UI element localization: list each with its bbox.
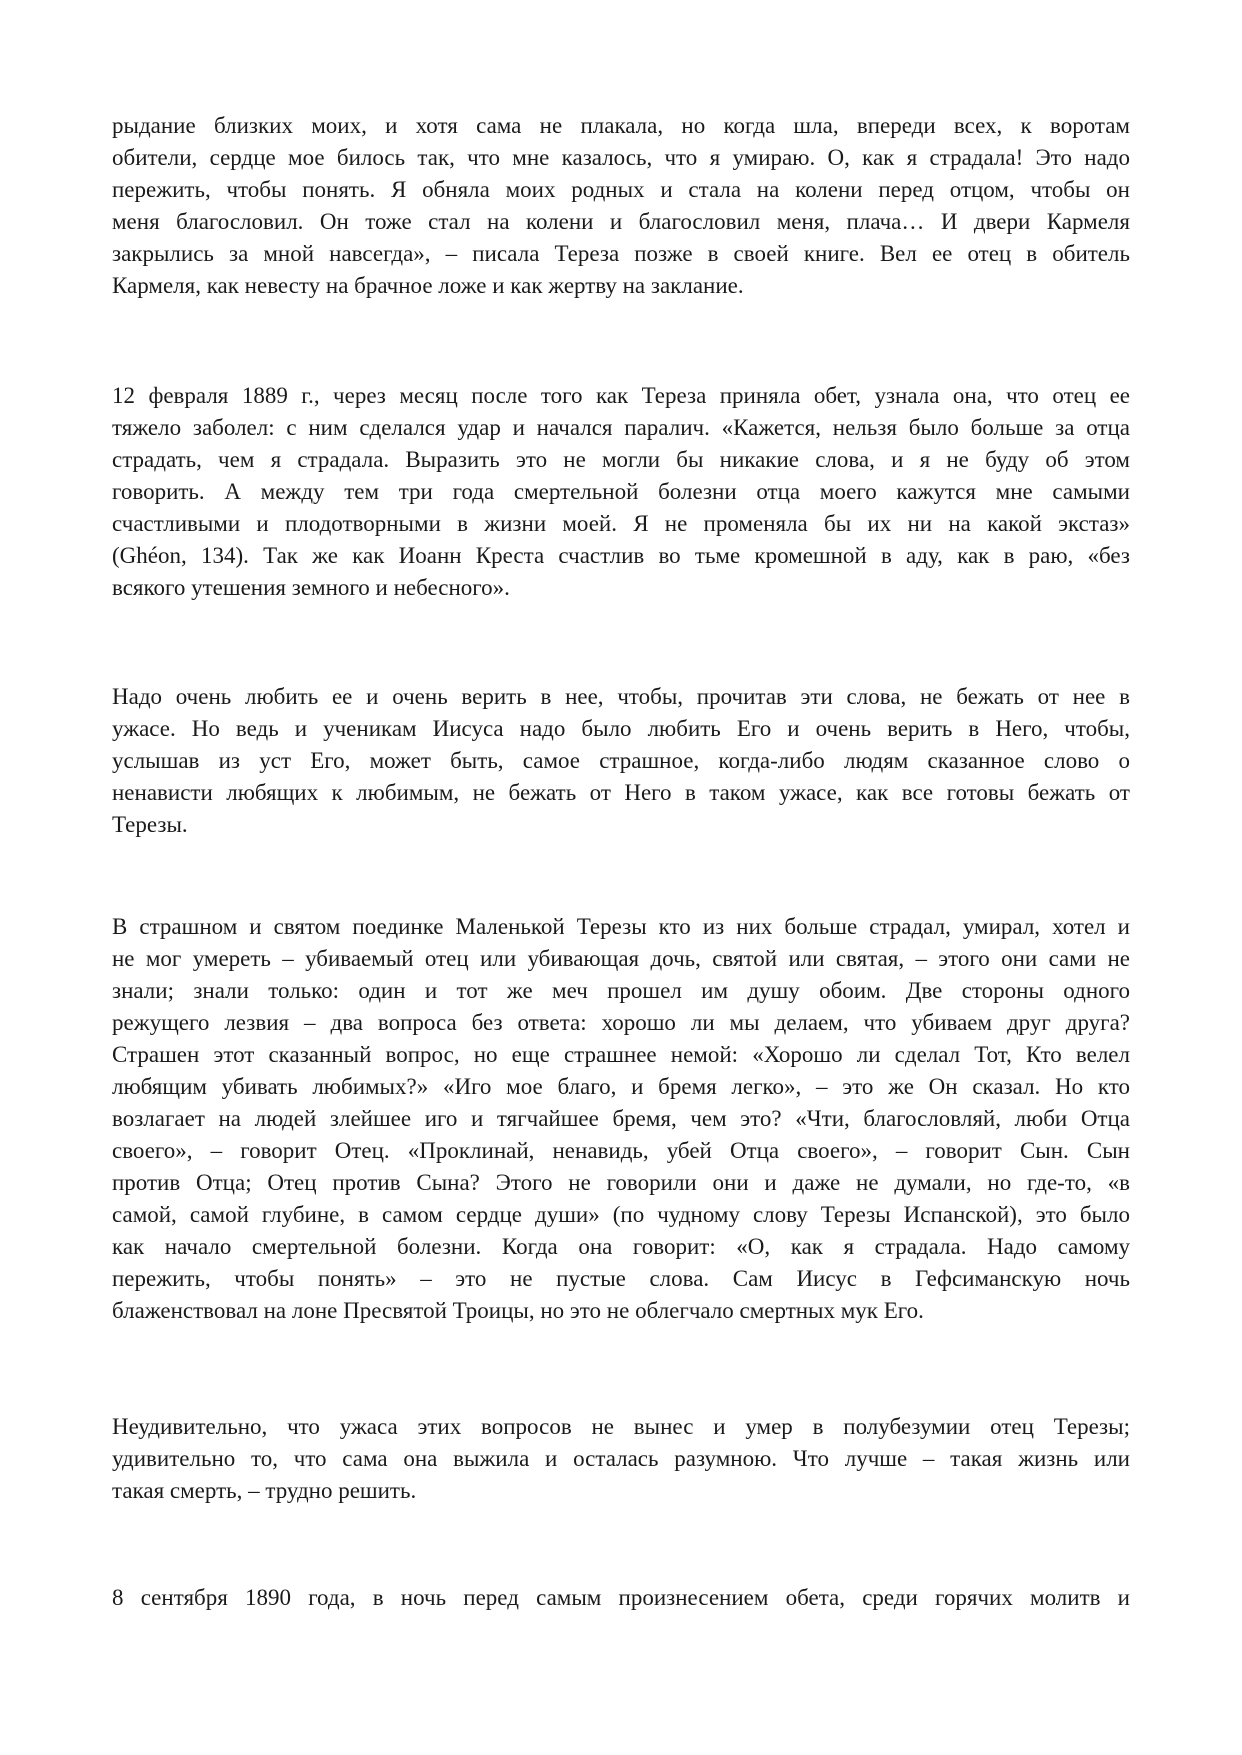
- text-line: знали; знали только: один и тот же меч прошел им душу обоим. Две стороны одного: [112, 978, 1130, 1003]
- text-line: рыдание близких моих, и хотя сама не плакала, но когда шла, впереди всех, к воротам: [112, 113, 1130, 138]
- text-line: услышав из уст Его, может быть, самое страшное, когда-либо людям сказанное слово о: [112, 748, 1130, 773]
- text-line: Кармеля, как невесту на брачное ложе и как жертву на заклание.: [112, 273, 744, 298]
- text-line: пережить, чтобы понять. Я обняла моих родных и стала на колени перед отцом, чтобы он: [112, 177, 1130, 202]
- text-line: закрылись за мной навсегда», – писала Тереза позже в своей книге. Вел ее отец в обитель: [112, 241, 1130, 266]
- text-line: самой, самой глубине, в самом сердце души» (по чудному слову Терезы Испанской), это было: [112, 1202, 1130, 1227]
- text-line: любящим убивать любимых?» «Иго мое благо, и бремя легко», – это же Он сказал. Но кто: [112, 1074, 1130, 1099]
- text-line: пережить, чтобы понять» – это не пустые слова. Сам Иисус в Гефсиманскую ночь: [112, 1266, 1130, 1291]
- text-line: возлагает на людей злейшее иго и тягчайшее бремя, чем это? «Чти, благословляй, люби Отца: [112, 1106, 1130, 1131]
- text-line: 12 февраля 1889 г., через месяц после того как Тереза приняла обет, узнала она, что отец ее: [112, 383, 1130, 408]
- text-line: (Ghéon, 134). Так же как Иоанн Креста счастлив во тьме кромешной в аду, как в раю, «без: [112, 543, 1130, 568]
- text-line: В страшном и святом поединке Маленькой Терезы кто из них больше страдал, умирал, хотел и: [112, 914, 1130, 939]
- text-line: не мог умереть – убиваемый отец или убивающая дочь, святой или святая, – этого они сами не: [112, 946, 1130, 971]
- paragraph-4: [112, 911, 1130, 1327]
- text-line: счастливыми и плодотворными в жизни моей. Я не променяла бы их ни на какой экстаз»: [112, 511, 1130, 536]
- text-line: обители, сердце мое билось так, что мне казалось, что я умираю. О, как я страдала! Это надо: [112, 145, 1130, 170]
- text-line: Неудивительно, что ужаса этих вопросов не вынес и умер в полубезумии отец Терезы;: [112, 1414, 1130, 1439]
- text-line: Надо очень любить ее и очень верить в нее, чтобы, прочитав эти слова, не бежать от нее в: [112, 684, 1130, 709]
- text-line: тяжело заболел: с ним сделался удар и начался паралич. «Кажется, нельзя было больше за отца: [112, 415, 1130, 440]
- text-line: 8 сентября 1890 года, в ночь перед самым произнесением обета, среди горячих молитв и: [112, 1585, 1130, 1610]
- text-line: ненависти любящих к любимым, не бежать от Него в таком ужасе, как все готовы бежать от: [112, 780, 1130, 805]
- text-line: страдать, чем я страдала. Выразить это не могли бы никакие слова, и я не буду об этом: [112, 447, 1130, 472]
- text-line: Терезы.: [112, 812, 188, 837]
- text-line: всякого утешения земного и небесного».: [112, 575, 510, 600]
- text-line: такая смерть, – трудно решить.: [112, 1478, 417, 1503]
- text-line: Страшен этот сказанный вопрос, но еще страшнее немой: «Хорошо ли сделал Тот, Кто велел: [112, 1042, 1130, 1067]
- text-line: говорить. А между тем три года смертельной болезни отца моего кажутся мне самыми: [112, 479, 1130, 504]
- text-line: как начало смертельной болезни. Когда она говорит: «О, как я страдала. Надо самому: [112, 1234, 1130, 1259]
- text-line: меня благословил. Он тоже стал на колени и благословил меня, плача… И двери Кармеля: [112, 209, 1130, 234]
- text-line: режущего лезвия – два вопроса без ответа: хорошо ли мы делаем, что убиваем друг друга?: [112, 1010, 1130, 1035]
- text-line: ужасе. Но ведь и ученикам Иисуса надо было любить Его и очень верить в Него, чтобы,: [112, 716, 1130, 741]
- paragraph-1: [112, 110, 1130, 302]
- text-line: блаженствовал на лоне Пресвятой Троицы, но это не облегчало смертных мук Его.: [112, 1298, 924, 1323]
- paragraph-2: [112, 380, 1130, 604]
- text-line: своего», – говорит Отец. «Проклинай, ненавидь, убей Отца своего», – говорит Сын. Сын: [112, 1138, 1130, 1163]
- text-line: против Отца; Отец против Сына? Этого не говорили они и даже не думали, но где-то, «в: [112, 1170, 1130, 1195]
- text-line: удивительно то, что сама она выжила и осталась разумною. Что лучше – такая жизнь или: [112, 1446, 1130, 1471]
- paragraph-5: [112, 1411, 1130, 1507]
- paragraph-3: [112, 681, 1130, 841]
- paragraph-6: [112, 1582, 1130, 1614]
